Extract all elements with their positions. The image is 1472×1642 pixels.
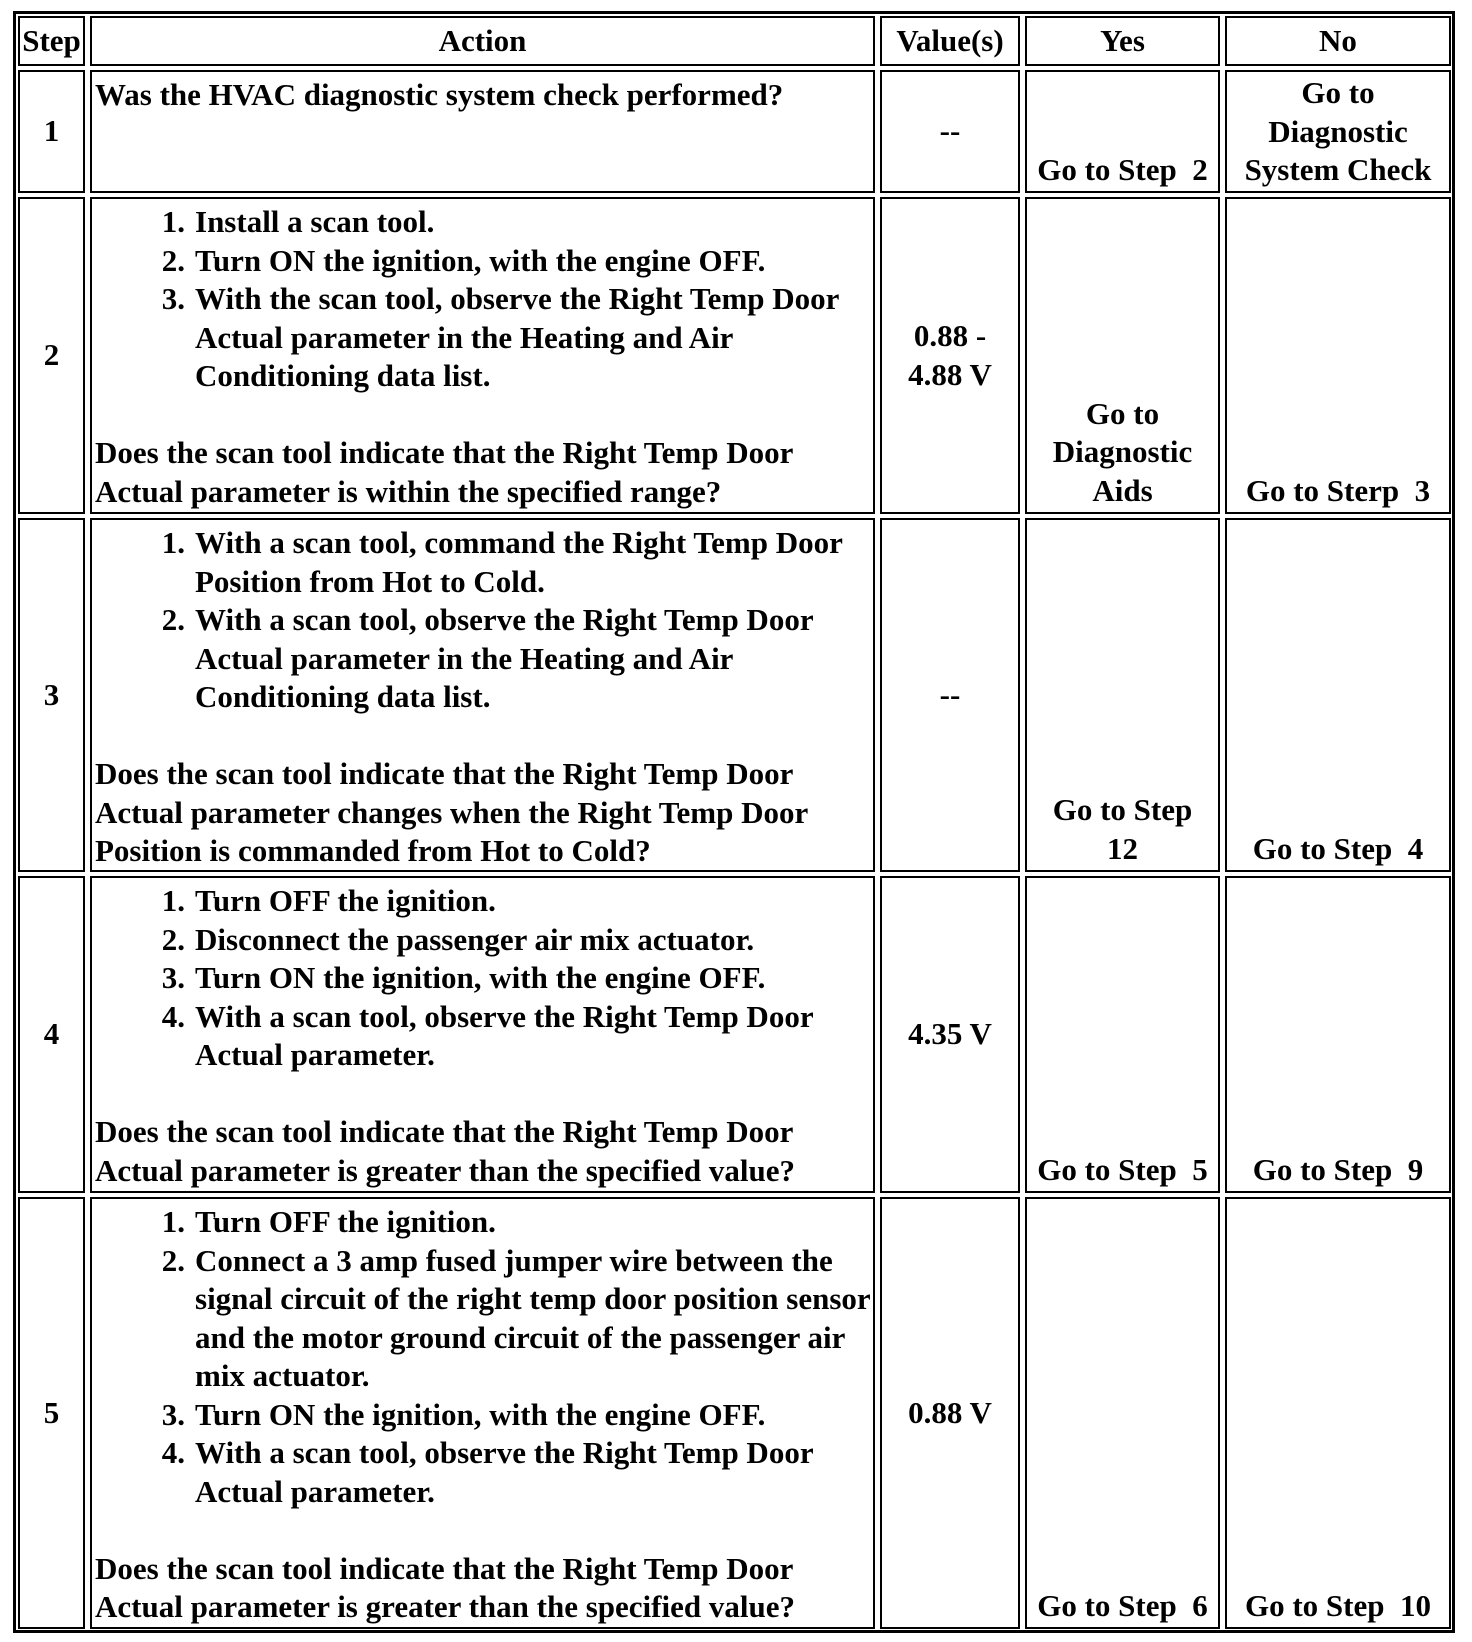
action-step: 1. Install a scan tool. <box>161 204 435 239</box>
question-text: Does the scan tool indicate that the Right Temp Door Actual parameter is within the specified range? <box>95 435 793 509</box>
value-text: 0.88 V <box>908 1394 992 1430</box>
step-number: 2 <box>43 337 60 373</box>
yes-text: Go to Step 5 <box>1037 1151 1208 1187</box>
action-step: 2. Connect a 3 amp fused jumper wire between the signal circuit of the right temp door position sensor and the motor ground circuit of the passenger air mix actuator. <box>161 1242 871 1393</box>
question-text: Does the scan tool indicate that the Right Temp Door Actual parameter is greater than the specified value? <box>95 1550 795 1624</box>
question-text: Does the scan tool indicate that the Right Temp Door Actual parameter is greater than the specified value? <box>95 1114 795 1188</box>
action-step-text: Turn OFF the ignition. <box>195 1204 496 1239</box>
yes-cell <box>1025 1197 1220 1629</box>
action-steps-list <box>95 203 871 396</box>
header-yes <box>1025 16 1220 66</box>
action-steps-list <box>95 882 871 1075</box>
value-text: 4.35 V <box>908 1016 992 1052</box>
step-number: 4 <box>43 1016 60 1052</box>
action-step-text: Connect a 3 amp fused jumper wire between the signal circuit of the right temp door position sensor and the motor ground circuit of the passenger air mix actuator. <box>195 1242 871 1393</box>
yes-cell <box>1025 876 1220 1193</box>
yes-text-line: Go to Step <box>1052 792 1193 827</box>
action-step-text: With the scan tool, observe the Right Temp Door Actual parameter in the Heating and Air Conditioning data list. <box>195 281 839 393</box>
step-cell <box>18 197 85 514</box>
yes-text-line: Aids <box>1092 472 1153 508</box>
value-cell <box>880 518 1020 872</box>
no-cell <box>1225 197 1451 514</box>
value-text-line: 4.88 V <box>908 356 992 392</box>
no-text: Go to Step 10 <box>1245 1587 1431 1623</box>
step-number: 3 <box>43 676 60 712</box>
yes-text: Go to Step 2 <box>1037 151 1208 187</box>
action-step: 1. Turn OFF the ignition. <box>161 1204 496 1239</box>
question-text: Does the scan tool indicate that the Right Temp Door Actual parameter changes when the Right Temp Door Position is commanded from Hot to Cold? <box>95 756 808 868</box>
header-step-label: Step <box>22 22 81 58</box>
header-step <box>18 16 85 66</box>
no-text: Go to Step 4 <box>1252 830 1424 866</box>
value-text-line: 0.88 - <box>913 318 987 353</box>
value-cell <box>880 70 1020 193</box>
header-action-label: Action <box>438 22 527 58</box>
step-cell <box>18 70 85 193</box>
value-cell <box>880 876 1020 1193</box>
yes-text: Go to Step 6 <box>1037 1587 1208 1623</box>
action-step: 3. With the scan tool, observe the Right Temp Door Actual parameter in the Heating and Air Conditioning data list. <box>161 281 839 393</box>
no-cell <box>1225 876 1451 1193</box>
step-number: 5 <box>43 1394 60 1430</box>
yes-text-line: Diagnostic <box>1052 434 1193 469</box>
yes-text-line: Go to <box>1085 395 1160 431</box>
action-step-text: Turn ON the ignition, with the engine OFF. <box>195 242 766 278</box>
action-step-text: Disconnect the passenger air mix actuator. <box>195 921 755 957</box>
action-step: 3. Turn ON the ignition, with the engine OFF. <box>161 1396 766 1432</box>
question-text: Was the HVAC diagnostic system check performed? <box>95 77 784 112</box>
action-cell <box>90 876 875 1193</box>
no-cell <box>1225 1197 1451 1629</box>
value-text: -- <box>939 113 961 149</box>
step-cell <box>18 518 85 872</box>
value-text: -- <box>939 676 961 712</box>
action-step-text: Turn OFF the ignition. <box>195 883 496 918</box>
no-cell <box>1225 518 1451 872</box>
action-step-text: Turn ON the ignition, with the engine OFF. <box>195 960 766 995</box>
action-cell <box>90 518 875 872</box>
no-text: Go to Sterp 3 <box>1245 472 1431 508</box>
action-steps-list <box>95 524 871 717</box>
no-cell <box>1225 70 1451 193</box>
no-text: Go to Step 9 <box>1252 1151 1424 1187</box>
action-step: 1. With a scan tool, command the Right Temp Door Position from Hot to Cold. <box>161 525 843 599</box>
no-text-line: System Check <box>1244 152 1432 187</box>
action-step-text: With a scan tool, command the Right Temp Door Position from Hot to Cold. <box>195 525 843 599</box>
action-step: 4. With a scan tool, observe the Right Temp Door Actual parameter. <box>161 1435 814 1509</box>
step-cell <box>18 876 85 1193</box>
action-cell <box>90 70 875 193</box>
yes-cell <box>1025 197 1220 514</box>
step-number: 1 <box>43 113 60 149</box>
action-step: 4. With a scan tool, observe the Right Temp Door Actual parameter. <box>161 998 814 1072</box>
step-cell <box>18 1197 85 1629</box>
header-no <box>1225 16 1451 66</box>
header-no-label: No <box>1319 22 1357 58</box>
action-step: 1. Turn OFF the ignition. <box>161 883 496 918</box>
header-values <box>880 16 1020 66</box>
action-step: 2. With a scan tool, observe the Right Temp Door Actual parameter in the Heating and Air Conditioning data list. <box>161 602 814 714</box>
action-step: 3. Turn ON the ignition, with the engine OFF. <box>161 960 766 995</box>
action-steps-list <box>95 1203 871 1511</box>
yes-cell <box>1025 518 1220 872</box>
action-step-text: Turn ON the ignition, with the engine OFF. <box>195 1396 766 1432</box>
yes-cell <box>1025 70 1220 193</box>
value-cell <box>880 1197 1020 1629</box>
action-step: 2. Disconnect the passenger air mix actuator. <box>161 921 755 957</box>
action-cell <box>90 197 875 514</box>
header-yes-label: Yes <box>1100 22 1145 58</box>
header-values-label: Value(s) <box>896 22 1004 58</box>
action-step: 2. Turn ON the ignition, with the engine OFF. <box>161 242 766 278</box>
action-step-text: With a scan tool, observe the Right Temp Door Actual parameter. <box>195 998 814 1072</box>
action-step-text: Install a scan tool. <box>195 204 435 239</box>
value-cell <box>880 197 1020 514</box>
no-text-line: Diagnostic <box>1268 113 1408 149</box>
yes-text-line: 12 <box>1107 830 1138 866</box>
action-cell <box>90 1197 875 1629</box>
no-text-line: Go to <box>1301 75 1375 110</box>
header-action <box>90 16 875 66</box>
action-step-text: With a scan tool, observe the Right Temp Door Actual parameter in the Heating and Air Conditioning data list. <box>195 602 814 714</box>
action-step-text: With a scan tool, observe the Right Temp Door Actual parameter. <box>195 1435 814 1509</box>
